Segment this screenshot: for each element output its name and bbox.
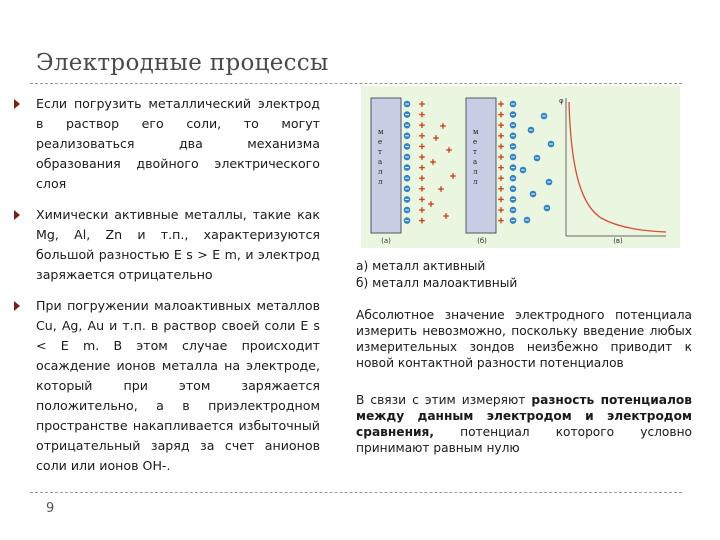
metal-letter: л (473, 168, 478, 176)
potential-decay-curve (569, 102, 666, 232)
metal-letter: е (378, 138, 383, 146)
title-divider (30, 83, 682, 84)
y-axis-label: φ (559, 97, 564, 105)
bullet-arrow-icon (14, 301, 20, 311)
panel-b-label: (б) (477, 237, 487, 245)
metal-letter: л (378, 168, 383, 176)
bullet-text: Если погрузить металлический электрод в раствор его соли, то могут реализоваться два механизма образования двойного электрического слоя (36, 96, 320, 191)
metal-letter: е (473, 138, 478, 146)
paragraph-potential-difference (356, 392, 692, 456)
page-number: 9 (46, 501, 55, 516)
bullet-text: При погружении малоактивных металлов Cu, Ag, Au и т.п. в раствор своей соли E s < E m. В этом случае происходит осаждение ионов металла на электроде, который при этом заряжается положительно, а в приэлектродном пространстве накапливается избыточный отрицательный заряд за счет анионов соли или ионов OH-. (36, 298, 320, 473)
bullet-item (14, 296, 320, 476)
paragraph-bold: разность потенциалов между данным электродом и электродом сравнения, (356, 393, 692, 439)
metal-letter: а (378, 158, 383, 166)
bullet-item (14, 205, 320, 285)
electrode-b-cations (498, 101, 504, 223)
electrode-a-electrons (404, 101, 411, 224)
metal-letter: л (473, 178, 478, 186)
caption-inactive: б) металл малоактивный (356, 276, 518, 290)
electrode-active (371, 98, 401, 233)
paragraph-lead: В связи с этим измеряют (356, 393, 532, 407)
metal-letter: т (473, 148, 477, 156)
metal-letter: т (378, 148, 382, 156)
metal-letter: м (473, 128, 479, 136)
bullet-item (14, 94, 320, 194)
caption-active: а) металл активный (356, 259, 486, 273)
bullet-list (14, 94, 320, 487)
panel-c-label: (в) (613, 237, 623, 245)
panel-a-label: (а) (381, 237, 391, 245)
paragraph-absolute-potential: Абсолютное значение электродного потенциала измерить невозможно, поскольку введение любых измерительных зондов неизбежно приводит к новой контактной разности потенциалов (356, 308, 692, 370)
electrode-inactive (466, 98, 496, 233)
metal-letter: л (378, 178, 383, 186)
footer-divider (30, 492, 682, 493)
paragraph-tail: потенциал которого условно принимают равным нулю (356, 425, 692, 455)
bullet-arrow-icon (14, 99, 20, 109)
metal-letter: м (378, 128, 384, 136)
electrode-b-anions (510, 101, 555, 224)
bullet-text: Химически активные металлы, такие как Mg, Al, Zn и т.п., характеризуются большой разностью E s > E m, и электрод заряжается отрицательно (36, 207, 320, 282)
electrode-a-cations (419, 101, 456, 223)
bullet-arrow-icon (14, 210, 20, 220)
figure-svg (361, 86, 680, 248)
metal-letter: а (473, 158, 478, 166)
page-title: Электродные процессы (36, 50, 329, 76)
double-layer-figure (361, 86, 680, 248)
